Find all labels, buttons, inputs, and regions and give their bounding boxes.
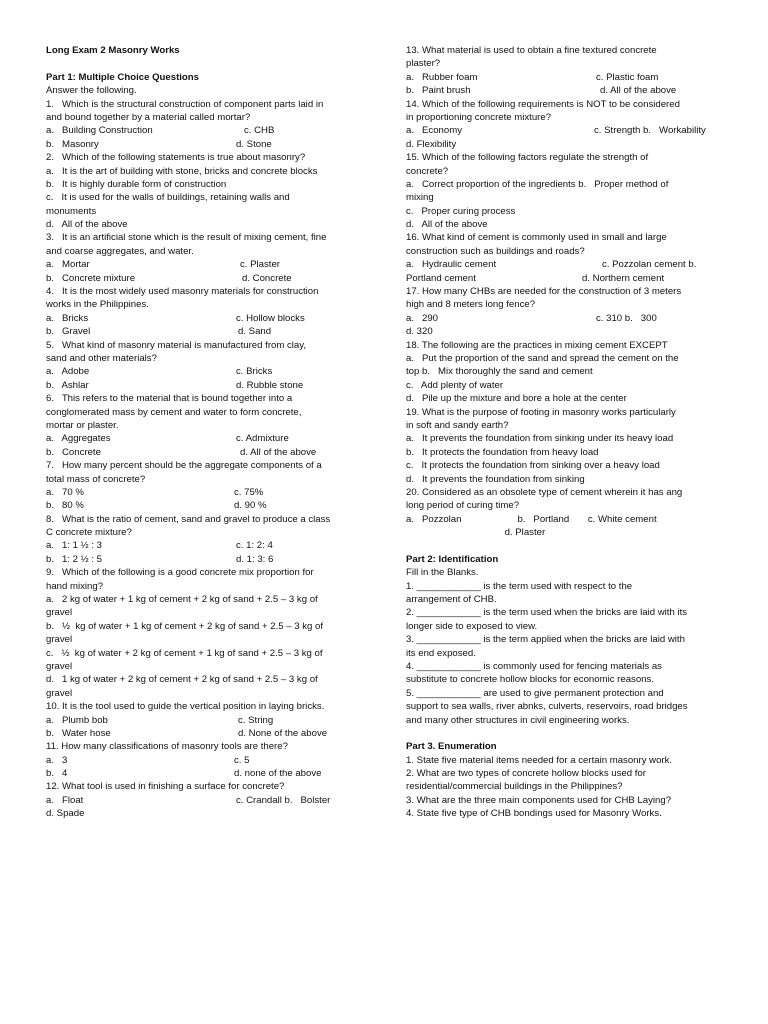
line-text: a. Bricks <box>46 312 89 324</box>
line-text: 5. ____________ are used to give permanent protection and <box>406 687 664 699</box>
line-text: d. 1 kg of water + 2 kg of cement + 2 kg of sand + 2.5 – 3 kg of <box>46 674 318 686</box>
line-text: 18. The following are the practices in mixing cement EXCEPT <box>406 339 668 351</box>
option-right: c. 1: 2: 4 <box>236 540 273 552</box>
line-text: 5. What kind of masonry material is manufactured from clay, <box>46 339 307 351</box>
line-text: plaster? <box>406 58 441 70</box>
line-text: C concrete mixture? <box>46 527 132 539</box>
left-column <box>46 44 366 821</box>
text-line <box>46 352 366 365</box>
spacer <box>406 727 718 740</box>
line-text: a. Adobe <box>46 366 90 378</box>
text-line <box>46 392 366 405</box>
line-text: works in the Philippines. <box>46 299 149 311</box>
option-right: c. Strength b. Workability <box>594 125 706 137</box>
text-line <box>46 205 366 218</box>
text-line <box>46 513 366 526</box>
text-line <box>46 459 366 472</box>
text-line <box>406 272 718 285</box>
text-line <box>406 794 718 807</box>
line-text: d. Pile up the mixture and bore a hole at the center <box>406 393 627 405</box>
text-line <box>46 566 366 579</box>
option-right: d. Stone <box>236 138 272 150</box>
line-text: and many other structures in civil engineering works. <box>406 714 630 726</box>
text-line <box>46 138 366 151</box>
line-text: concrete? <box>406 165 449 177</box>
option-right: d. 1: 3: 6 <box>236 553 274 565</box>
section-heading: Part 2: Identification <box>406 553 499 565</box>
text-line <box>406 687 718 700</box>
line-text: a. Aggregates <box>46 433 111 445</box>
line-text: longer side to exposed to view. <box>406 620 538 632</box>
line-text: d. Flexibility <box>406 138 457 150</box>
text-line <box>46 767 366 780</box>
line-text: b. 1: 2 ½ : 5 <box>46 553 102 565</box>
text-line <box>46 406 366 419</box>
line-text: b. ½ kg of water + 1 kg of cement + 2 kg of sand + 2.5 – 3 kg of <box>46 620 324 632</box>
text-line <box>46 687 366 700</box>
text-line <box>46 178 366 191</box>
text-line <box>406 352 718 365</box>
line-text: a. Building Construction <box>46 125 153 137</box>
option-right: c. Crandall b. Bolster <box>236 794 331 806</box>
line-text: support to sea walls, river abnks, culverts, reservoirs, road bridges <box>406 701 688 713</box>
option-right: c. 310 b. 300 <box>596 312 657 324</box>
text-line <box>406 580 718 593</box>
text-line <box>46 419 366 432</box>
line-text: a. Float <box>46 794 84 806</box>
text-line <box>46 84 366 97</box>
option-right: c. Bricks <box>236 366 273 378</box>
text-line <box>406 446 718 459</box>
line-text: c. It is used for the walls of buildings, retaining walls and <box>46 192 290 204</box>
right-column <box>406 44 718 821</box>
option-right: d. All of the above <box>240 446 317 458</box>
text-line <box>46 526 366 539</box>
section-heading: Part 3. Enumeration <box>406 741 497 753</box>
text-line <box>406 151 718 164</box>
text-line <box>46 780 366 793</box>
line-text: 11. How many classifications of masonry tools are there? <box>46 741 288 753</box>
text-line <box>406 124 718 137</box>
text-line <box>406 499 718 512</box>
text-line <box>46 379 366 392</box>
line-text: 3. What are the three main components used for CHB Laying? <box>406 794 672 806</box>
text-line <box>46 714 366 727</box>
line-text: a. Rubber foam <box>406 71 478 83</box>
line-text: 8. What is the ratio of cement, sand and gravel to produce a class <box>46 513 331 525</box>
text-line <box>46 593 366 606</box>
line-text: top b. Mix thoroughly the sand and cement <box>406 366 593 378</box>
line-text: 4. It is the most widely used masonry materials for construction <box>46 286 319 298</box>
text-line <box>406 593 718 606</box>
line-text: 6. This refers to the material that is bound together into a <box>46 393 293 405</box>
line-text: 1. State five material items needed for a certain masonry work. <box>406 754 673 766</box>
option-right: c. Admixture <box>236 433 289 445</box>
option-right: c. 75% <box>234 486 264 498</box>
text-line <box>46 218 366 231</box>
text-line <box>406 673 718 686</box>
line-text: high and 8 meters long fence? <box>406 299 536 311</box>
text-line <box>406 138 718 151</box>
line-text: a. 1: 1 ½ : 3 <box>46 540 102 552</box>
text-line <box>406 191 718 204</box>
line-text: b. Concrete mixture <box>46 272 136 284</box>
line-text: gravel <box>46 687 73 699</box>
text-line <box>46 660 366 673</box>
section-heading: Part 1: Multiple Choice Questions <box>46 71 199 83</box>
line-text: 12. What tool is used in finishing a surface for concrete? <box>46 781 285 793</box>
option-right: d. Concrete <box>242 272 292 284</box>
text-line <box>406 165 718 178</box>
line-text: d. Spade <box>46 808 85 820</box>
text-line <box>46 124 366 137</box>
line-text: residential/commercial buildings in the Philippines? <box>406 781 623 793</box>
line-text: a. 3 <box>46 754 68 766</box>
line-text: conglomerated mass by cement and water to form concrete, <box>46 406 302 418</box>
line-text: Portland cement <box>406 272 476 284</box>
line-text: b. Concrete <box>46 446 101 458</box>
text-line <box>406 780 718 793</box>
text-line <box>46 98 366 111</box>
text-line <box>406 526 718 539</box>
text-line <box>406 57 718 70</box>
text-line <box>46 432 366 445</box>
text-line <box>406 419 718 432</box>
line-text: a. Put the proportion of the sand and spread the cement on the <box>406 352 679 364</box>
text-line <box>46 486 366 499</box>
line-text: b. It is highly durable form of construction <box>46 178 227 190</box>
line-text: b. Ashlar <box>46 379 89 391</box>
text-line <box>46 473 366 486</box>
line-text: d. 320 <box>406 326 433 338</box>
line-text: 14. Which of the following requirements is NOT to be considered <box>406 98 680 110</box>
option-right: c. String <box>238 714 274 726</box>
text-line <box>406 473 718 486</box>
text-line <box>406 633 718 646</box>
option-right: c. Hollow blocks <box>236 312 305 324</box>
text-line <box>406 258 718 271</box>
line-text: b. Gravel <box>46 326 91 338</box>
text-line <box>406 700 718 713</box>
text-line <box>46 794 366 807</box>
line-text: b. Masonry <box>46 138 99 150</box>
text-line <box>46 339 366 352</box>
line-text: monuments <box>46 205 97 217</box>
line-text: 2. ____________ is the term used when the bricks are laid with its <box>406 607 688 619</box>
text-line <box>46 647 366 660</box>
line-text: c. ½ kg of water + 2 kg of cement + 1 kg of sand + 2.5 – 3 kg of <box>46 647 323 659</box>
text-line <box>46 365 366 378</box>
text-line <box>406 566 718 579</box>
text-line <box>406 379 718 392</box>
line-text: a. Plumb bob <box>46 714 108 726</box>
section-heading: Long Exam 2 Masonry Works <box>46 45 180 56</box>
line-text: gravel <box>46 607 73 619</box>
line-text: d. All of the above <box>46 219 128 231</box>
text-line <box>46 285 366 298</box>
text-line <box>406 111 718 124</box>
text-line <box>406 325 718 338</box>
line-text: a. Correct proportion of the ingredients b. Proper method of <box>406 178 669 190</box>
line-text: a. Mortar <box>46 259 90 271</box>
text-line <box>406 312 718 325</box>
text-line <box>46 620 366 633</box>
text-line <box>406 84 718 97</box>
line-text: c. It protects the foundation from sinking over a heavy load <box>406 460 660 472</box>
line-text: arrangement of CHB. <box>406 594 497 606</box>
text-line <box>46 633 366 646</box>
text-line <box>406 459 718 472</box>
line-text: its end exposed. <box>406 647 476 659</box>
text-line <box>406 298 718 311</box>
text-line <box>406 205 718 218</box>
text-line <box>46 446 366 459</box>
line-text: 9. Which of the following is a good concrete mix proportion for <box>46 567 314 579</box>
text-line <box>406 245 718 258</box>
text-line <box>46 606 366 619</box>
text-line <box>46 499 366 512</box>
text-line <box>46 272 366 285</box>
text-line <box>406 714 718 727</box>
line-text: sand and other materials? <box>46 352 157 364</box>
text-line <box>46 191 366 204</box>
option-right: d. All of the above <box>600 85 677 97</box>
line-text: a. Pozzolan b. Portland c. White cement <box>406 513 657 525</box>
line-text: 15. Which of the following factors regulate the strength of <box>406 152 649 164</box>
text-line <box>46 258 366 271</box>
text-line <box>46 312 366 325</box>
line-text: a. Economy <box>406 125 462 137</box>
line-text: a. It is the art of building with stone, bricks and concrete blocks <box>46 165 318 177</box>
line-text: d. It prevents the foundation from sinking <box>406 473 585 485</box>
line-text: gravel <box>46 634 73 646</box>
line-text: 19. What is the purpose of footing in masonry works particularly <box>406 406 676 418</box>
text-line <box>46 673 366 686</box>
line-text: 13. What material is used to obtain a fine textured concrete <box>406 45 657 56</box>
line-text: 3. It is an artificial stone which is the result of mixing cement, fine <box>46 232 327 244</box>
line-text: a. It prevents the foundation from sinking under its heavy load <box>406 433 674 445</box>
line-text: 1. ____________ is the term used with respect to the <box>406 580 633 592</box>
line-text: a. 70 % <box>46 486 84 498</box>
line-text: Answer the following. <box>46 85 137 97</box>
text-line <box>406 754 718 767</box>
line-text: a. 290 <box>406 312 439 324</box>
text-line <box>406 513 718 526</box>
line-text: 2. Which of the following statements is true about masonry? <box>46 152 306 164</box>
text-line <box>406 365 718 378</box>
line-text: b. 4 <box>46 768 68 780</box>
option-right: d. none of the above <box>234 768 322 780</box>
text-line <box>46 700 366 713</box>
text-line <box>406 231 718 244</box>
text-line <box>406 606 718 619</box>
line-text: 20. Considered as an obsolete type of cement wherein it has ang <box>406 486 683 498</box>
text-line <box>46 298 366 311</box>
text-line <box>406 44 718 57</box>
spacer <box>46 57 366 70</box>
line-text: Fill in the Blanks. <box>406 567 479 579</box>
text-line <box>406 432 718 445</box>
option-right: c. Plaster <box>240 259 280 271</box>
option-right: c. Pozzolan cement b. <box>602 259 697 271</box>
text-line <box>46 111 366 124</box>
line-text: a. Hydraulic cement <box>406 259 497 271</box>
text-line <box>46 580 366 593</box>
text-line <box>46 754 366 767</box>
text-line <box>46 151 366 164</box>
line-text: b. 80 % <box>46 500 84 512</box>
text-line <box>46 727 366 740</box>
line-text: in soft and sandy earth? <box>406 419 509 431</box>
line-text: 17. How many CHBs are needed for the construction of 3 meters <box>406 286 682 298</box>
text-line <box>406 660 718 673</box>
text-line <box>46 165 366 178</box>
line-text: b. Paint brush <box>406 85 471 97</box>
text-line <box>46 325 366 338</box>
text-line <box>406 392 718 405</box>
line-text: total mass of concrete? <box>46 473 146 485</box>
text-line <box>406 486 718 499</box>
line-text: d. All of the above <box>406 219 488 231</box>
line-text: mixing <box>406 192 434 204</box>
line-text: d. Plaster <box>406 527 546 539</box>
text-line <box>406 71 718 84</box>
option-right: c. 5 <box>234 754 250 766</box>
spacer <box>406 539 718 552</box>
text-line <box>406 807 718 820</box>
line-text: long period of curing time? <box>406 500 520 512</box>
line-text: 3. ____________ is the term applied when the bricks are laid with <box>406 634 685 646</box>
option-right: d. Rubble stone <box>236 379 304 391</box>
option-right: d. Sand <box>238 326 272 338</box>
option-right: d. None of the above <box>238 727 328 739</box>
line-text: and coarse aggregates, and water. <box>46 245 194 257</box>
text-line <box>406 178 718 191</box>
text-line <box>406 339 718 352</box>
text-line <box>46 245 366 258</box>
option-right: c. Plastic foam <box>596 71 659 83</box>
text-line <box>46 807 366 820</box>
line-text: a. 2 kg of water + 1 kg of cement + 2 kg of sand + 2.5 – 3 kg of <box>46 594 318 606</box>
line-text: 16. What kind of cement is commonly used in small and large <box>406 232 667 244</box>
text-line <box>406 406 718 419</box>
line-text: 10. It is the tool used to guide the vertical position in laying bricks. <box>46 701 325 713</box>
option-right: c. CHB <box>244 125 275 137</box>
line-text: c. Add plenty of water <box>406 379 504 391</box>
line-text: b. Water hose <box>46 727 111 739</box>
text-line <box>406 620 718 633</box>
text-line <box>406 647 718 660</box>
line-text: 4. ____________ is commonly used for fencing materials as <box>406 660 662 672</box>
option-right: d. Northern cement <box>582 272 665 284</box>
line-text: in proportioning concrete mixture? <box>406 111 552 123</box>
text-line <box>406 285 718 298</box>
text-line <box>406 767 718 780</box>
line-text: 2. What are two types of concrete hollow blocks used for <box>406 768 646 780</box>
text-line <box>406 218 718 231</box>
line-text: gravel <box>46 660 73 672</box>
text-line <box>46 553 366 566</box>
text-line <box>406 98 718 111</box>
line-text: 1. Which is the structural construction of component parts laid in <box>46 98 324 110</box>
line-text: 4. State five type of CHB bondings used for Masonry Works. <box>406 808 662 820</box>
line-text: substitute to concrete hollow blocks for economic reasons. <box>406 674 654 686</box>
line-text: c. Proper curing process <box>406 205 516 217</box>
text-line <box>46 740 366 753</box>
line-text: 7. How many percent should be the aggregate components of a <box>46 460 322 472</box>
text-line <box>46 231 366 244</box>
line-text: mortar or plaster. <box>46 419 119 431</box>
text-line <box>46 539 366 552</box>
line-text: construction such as buildings and roads? <box>406 245 585 257</box>
line-text: b. It protects the foundation from heavy load <box>406 446 599 458</box>
option-right: d. 90 % <box>234 500 267 512</box>
line-text: hand mixing? <box>46 580 104 592</box>
line-text: and bound together by a material called mortar? <box>46 111 251 123</box>
